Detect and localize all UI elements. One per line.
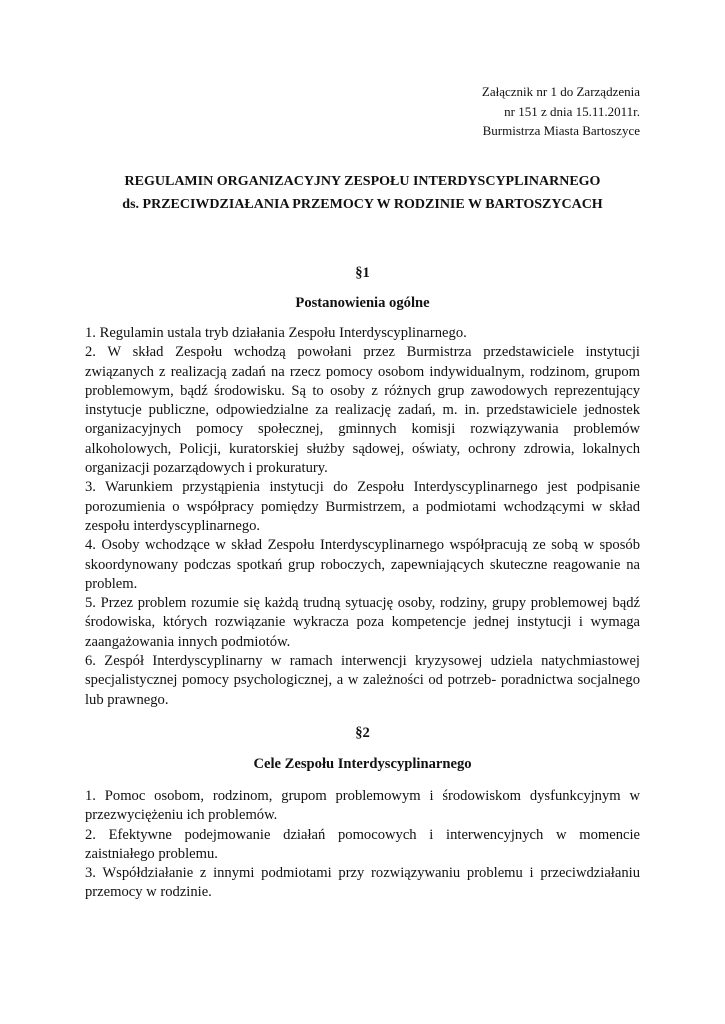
- section-2-body: [85, 787, 640, 903]
- section-1-paragraph: 1. Regulamin ustala tryb działania Zespołu Interdyscyplinarnego.: [85, 325, 467, 341]
- section-2-symbol: §2: [355, 725, 370, 741]
- section-1-heading: Postanowienia ogólne: [295, 295, 430, 311]
- document-title-line-1: REGULAMIN ORGANIZACYJNY ZESPOŁU INTERDYSCYPLINARNEGO: [124, 174, 601, 189]
- section-1-paragraph: 2. W skład Zespołu wchodzą powołani przez Burmistrza przedstawiciele instytucji związanych z realizacją zadań na rzecz pomocy osobom indywidualnym, rodzinom, grupom problemowym, bądź środowisku. Są to osoby z różnych grup zawodowych reprezentujący instytucje publiczne, odpowiedzialne za realizację zadań, m. in. przedstawiciele jednostek organizacyjnych pomocy społecznej, gminnych komisji rozwiązywania problemów alkoholowych, Policji, kuratorskiej służby sądowej, oświaty, ochrony zdrowia, lokalnych organizacji pozarządowych i prokuratury.: [85, 344, 640, 477]
- section-2-paragraph: 3. Współdziałanie z innymi podmiotami przy rozwiązywaniu problemu i przeciwdziałaniu przemocy w rodzinie.: [85, 865, 640, 901]
- section-1-symbol: §1: [355, 265, 370, 281]
- section-1-paragraph: 5. Przez problem rozumie się każdą trudną sytuację osoby, rodziny, grupy problemowej bądź środowiska, których rozwiązanie wykracza poza kompetencje jednej instytucji i wymaga zaangażowania innych podmiotów.: [85, 595, 640, 650]
- section-1-paragraph: 3. Warunkiem przystąpienia instytucji do Zespołu Interdyscyplinarnego jest podpisanie porozumienia o współpracy pomiędzy Burmistrzem, a podmiotami wchodzącymi w skład zespołu interdyscyplinarnego.: [85, 479, 640, 534]
- section-1-body: [85, 324, 640, 710]
- annex-line-1: Załącznik nr 1 do Zarządzenia: [481, 84, 640, 99]
- document-title-line-2: ds. PRZECIWDZIAŁANIA PRZEMOCY W RODZINIE W BARTOSZYCACH: [122, 197, 603, 212]
- section-2-paragraph: 2. Efektywne podejmowanie działań pomocowych i interwencyjnych w momencie zaistniałego problemu.: [85, 826, 640, 862]
- section-1-paragraph: 4. Osoby wchodzące w skład Zespołu Interdyscyplinarnego współpracują ze sobą w sposób skoordynowany podczas spotkań grup roboczych, zapewniających skuteczne reagowanie na problem.: [85, 537, 640, 592]
- annex-line-2: nr 151 z dnia 15.11.2011r.: [504, 103, 640, 119]
- annex-reference: [482, 82, 640, 141]
- annex-line-3: Burmistrza Miasta Bartoszyce: [482, 123, 640, 138]
- section-2-paragraph: 1. Pomoc osobom, rodzinom, grupom problemowym i środowiskom dysfunkcyjnym w przezwyciężeniu ich problemów.: [85, 788, 640, 824]
- section-2-heading: Cele Zespołu Interdyscyplinarnego: [253, 756, 472, 772]
- section-1-paragraph: 6. Zespół Interdyscyplinarny w ramach interwencji kryzysowej udziela natychmiastowej specjalistycznej pomocy psychologicznej, a w zależności od potrzeb- poradnictwa socjalnego lub prawnego.: [85, 653, 640, 708]
- document-title: [0, 170, 725, 216]
